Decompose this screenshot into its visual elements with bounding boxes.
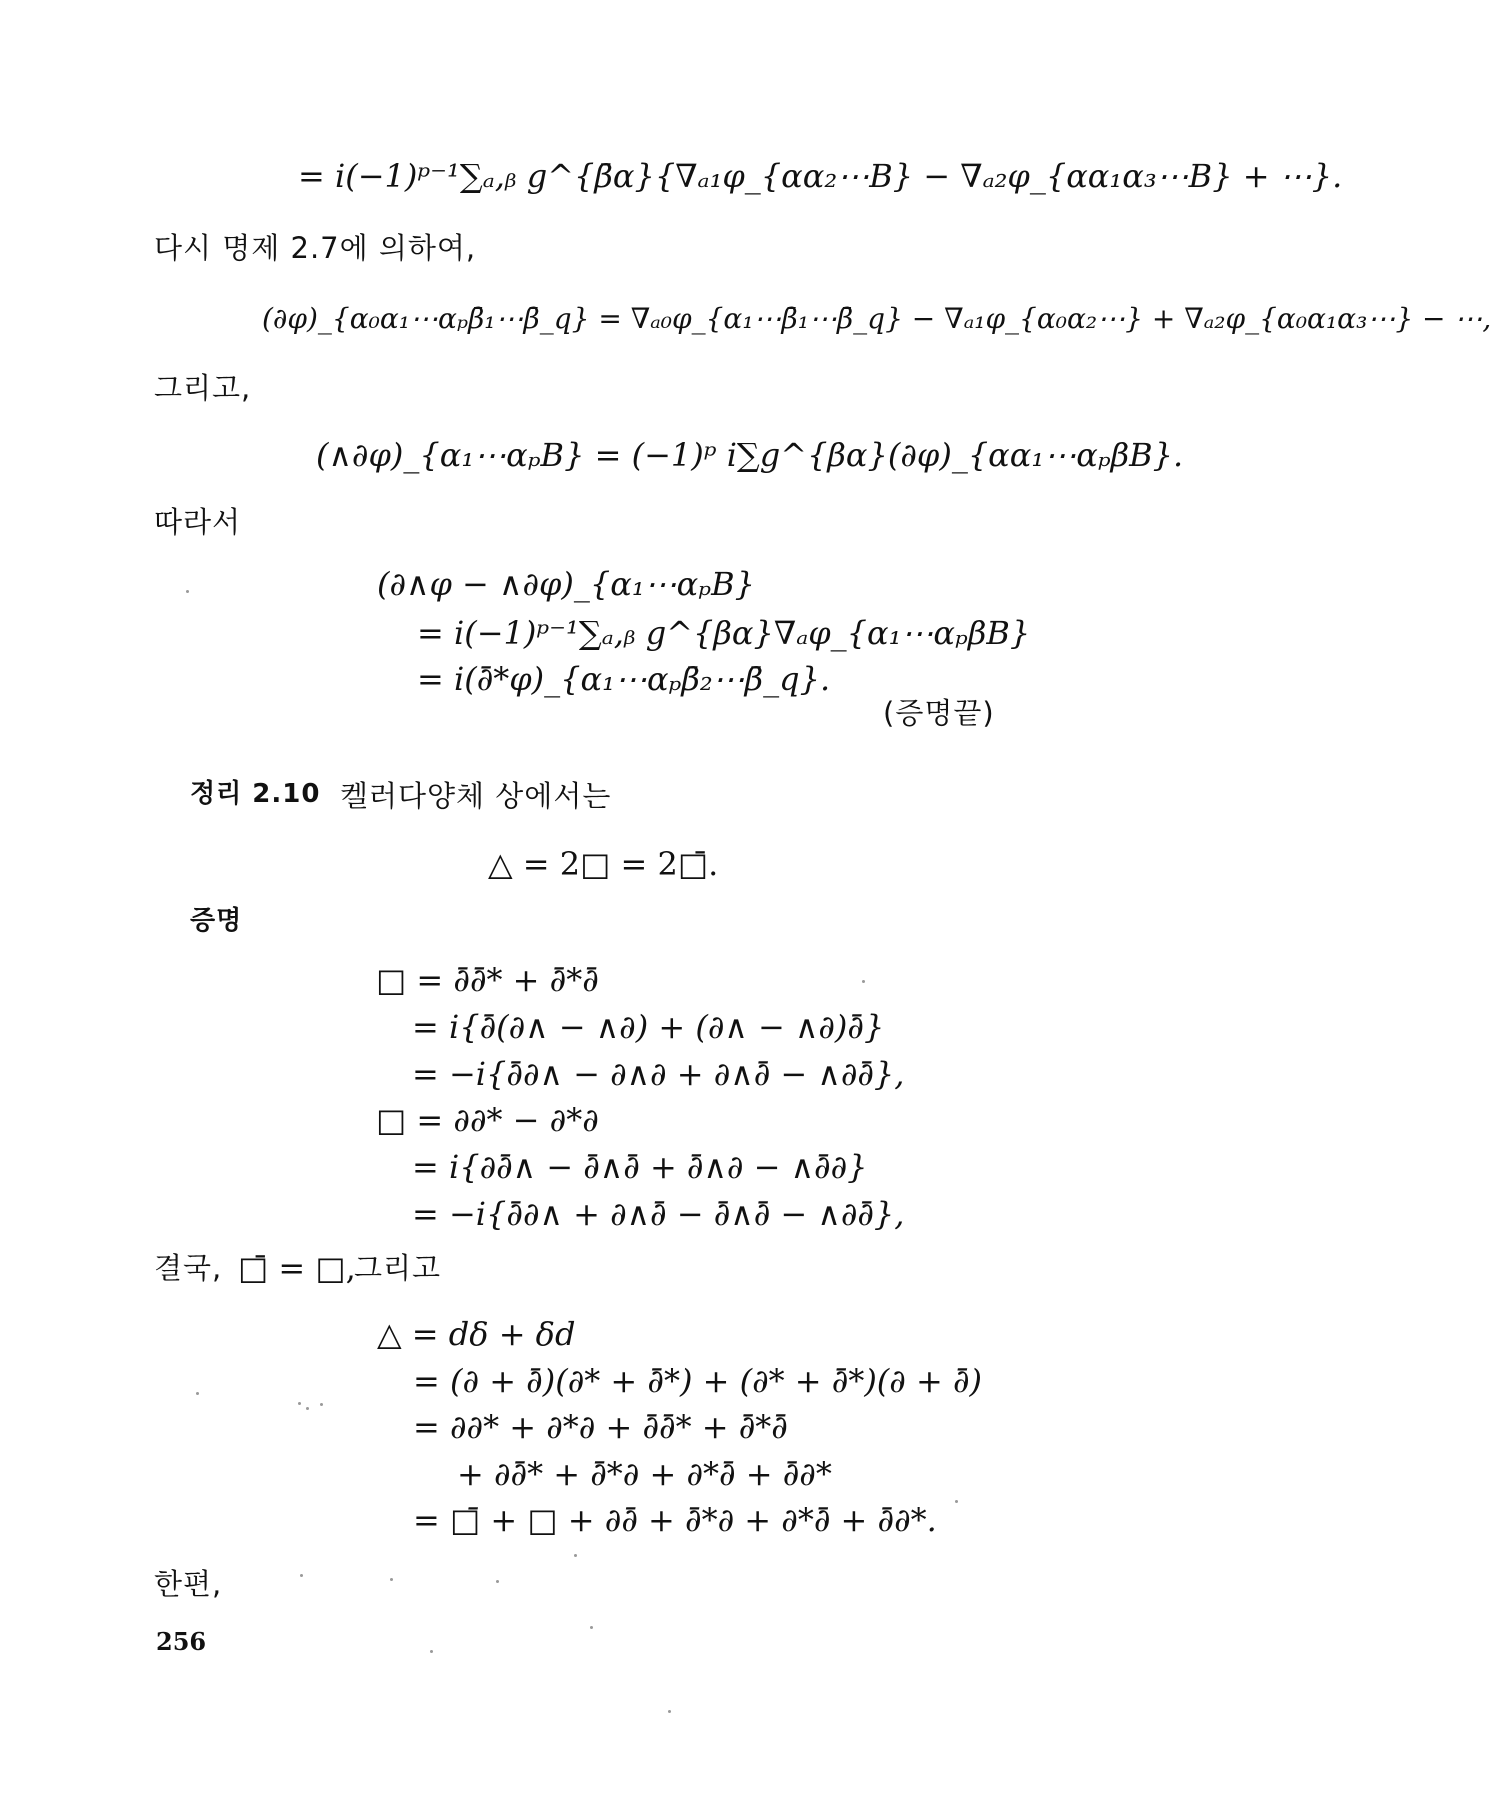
equation-line: △ = dδ + δd [377, 1315, 576, 1353]
equation-line: = i(−1)ᵖ⁻¹∑ₐ,ᵦ g^{β̄α}{∇ₐ₁φ_{αα₂⋯B} − ∇ₐ₂φ_{αα₁α₃⋯B} + ⋯}. [298, 157, 1343, 195]
scan-speck [590, 1626, 593, 1629]
text-line: 그리고 [354, 1251, 442, 1285]
scan-speck [955, 1500, 958, 1503]
scan-speck [390, 1578, 393, 1581]
equation-line: □ = ∂̄∂̄* + ∂̄*∂̄ [376, 961, 599, 999]
scan-speck [430, 1650, 433, 1653]
equation-line: = i{∂∂̄∧ − ∂̄∧∂̄ + ∂̄∧∂ − ∧∂̄∂} [412, 1148, 868, 1186]
scan-speck [668, 1710, 671, 1713]
proof-end-marker: (증명끝) [883, 696, 995, 730]
text-line: 그리고, [154, 371, 252, 405]
equation-line: △ = 2□ = 2□̄. [488, 845, 719, 883]
equation-line: = i{∂̄(∂∧ − ∧∂) + (∂∧ − ∧∂)∂̄} [412, 1008, 885, 1046]
equation-line: (∂∧φ − ∧∂φ)_{α₁⋯αₚB} [377, 565, 755, 603]
page-number: 256 [156, 1627, 207, 1656]
text-line: 결국, [154, 1251, 223, 1285]
equation-line: (∂φ)_{α₀α₁⋯αₚβ̄₁⋯β̄_q} = ∇ₐ₀φ_{α₁⋯β̄₁⋯β̄_q} − ∇ₐ₁φ_{α₀α₂⋯} + ∇ₐ₂φ_{α₀α₁α₃⋯} − ⋯, [262, 302, 1491, 335]
scan-speck [186, 590, 189, 593]
scan-speck [574, 1554, 577, 1557]
scan-speck [496, 1580, 499, 1583]
equation-line: = i(−1)ᵖ⁻¹∑ₐ,ᵦ g^{βα}∇ₐφ_{α₁⋯αₚβB} [417, 614, 1031, 652]
equation-line: + ∂∂̄* + ∂̄*∂ + ∂*∂̄ + ∂̄∂* [457, 1455, 832, 1493]
equation-line: = ∂∂* + ∂*∂ + ∂̄∂̄* + ∂̄*∂̄ [413, 1408, 788, 1446]
theorem-text: 켈러다양체 상에서는 [340, 779, 612, 813]
equation-line: = −i{∂̄∂∧ + ∂∧∂̄ − ∂̄∧∂̄ − ∧∂∂̄}, [412, 1195, 905, 1233]
scan-speck [320, 1403, 323, 1406]
equation-line: □ = ∂∂* − ∂*∂ [376, 1101, 599, 1139]
scan-speck [300, 1574, 303, 1577]
equation-line: = i(∂̄*φ)_{α₁⋯αₚβ̄₂⋯β̄_q}. [417, 660, 831, 698]
scan-speck [862, 980, 865, 983]
theorem-label: 정리 2.10 [190, 779, 321, 809]
scan-speck [306, 1407, 309, 1410]
equation-line: = (∂ + ∂̄)(∂* + ∂̄*) + (∂* + ∂̄*)(∂ + ∂̄) [413, 1362, 983, 1400]
scan-speck [298, 1402, 301, 1405]
equation-inline: □̄ = □, [238, 1249, 356, 1287]
equation-line: = □̄ + □ + ∂∂̄ + ∂̄*∂ + ∂*∂̄ + ∂̄∂*. [413, 1501, 937, 1539]
text-line: 한편, [154, 1567, 223, 1601]
text-line: 따라서 [154, 505, 242, 539]
equation-line: (∧∂φ)_{α₁⋯αₚB} = (−1)ᵖ i∑g^{βα}(∂φ)_{αα₁⋯αₚβB}. [316, 436, 1184, 474]
scan-speck [196, 1392, 199, 1395]
text-line: 다시 명제 2.7에 의하여, [154, 231, 477, 265]
proof-label: 증명 [190, 906, 243, 936]
equation-line: = −i{∂̄∂∧ − ∂∧∂ + ∂∧∂̄ − ∧∂∂̄}, [412, 1055, 905, 1093]
